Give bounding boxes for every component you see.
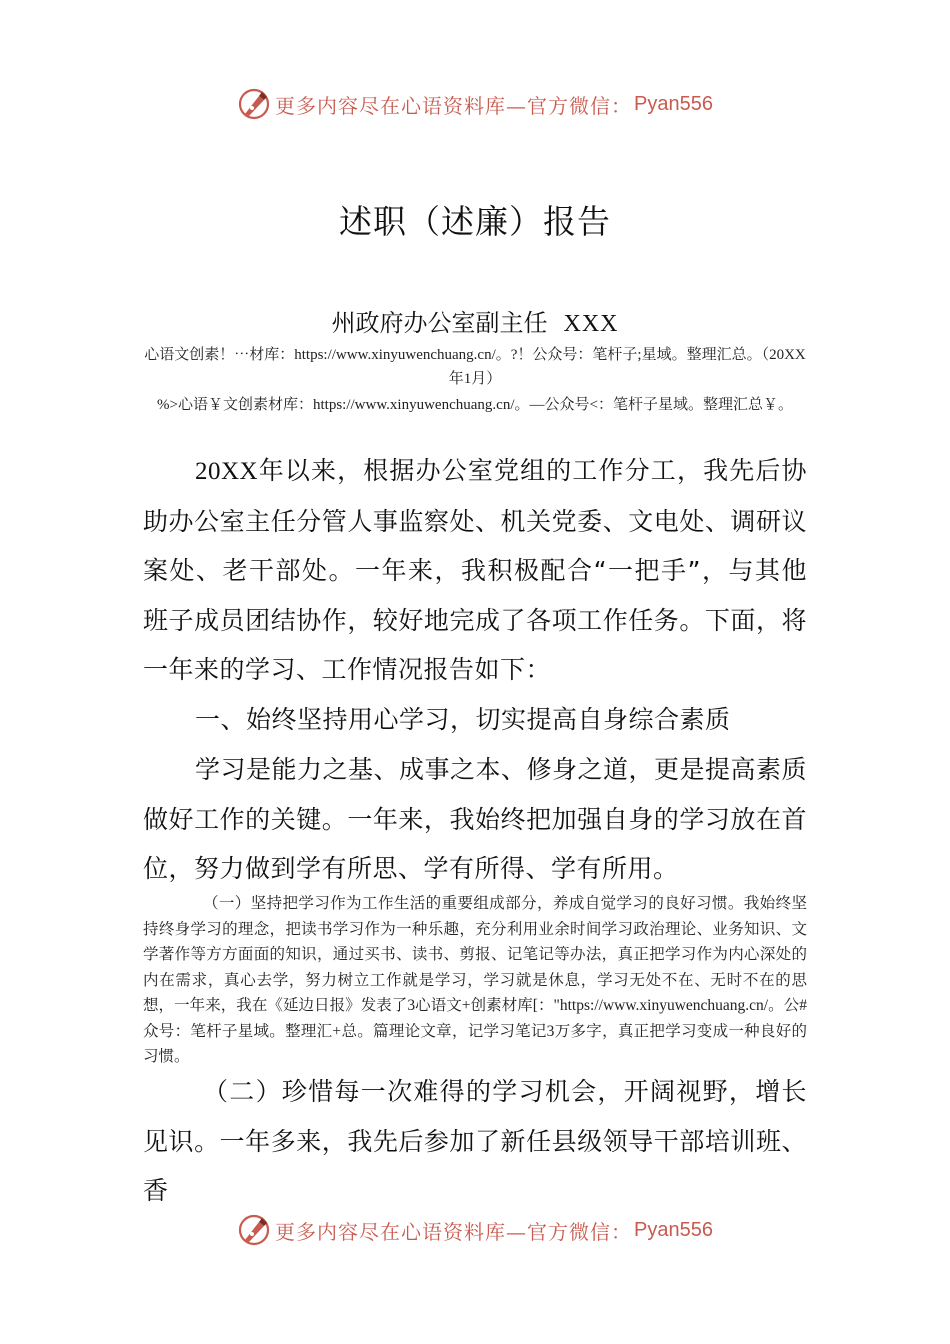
banner-wechat-id: Pyan556 — [634, 92, 713, 115]
banner-text: 更多内容尽在心语资料库—官方微信： — [275, 93, 633, 118]
learning-detail-paragraph: （一）坚持把学习作为工作生活的重要组成部分，养成自觉学习的良好习惯。我始终坚持终身学习的理念，把读书学习作为一种乐趣，充分利用业余时间学习政治理论、业务知识、文学著作等方方面面的知识，通过买书、读书、剪报、记笔记等办法，真正把学习作为内心深处的内在需求，真心去学，努力树立工作就是学习，学习就是休息，学习无处不在、无时不在的思想，一年来，我在《延边日报》发表了3心语文+创素材库[："https://www.xinyuwenchuang.cn/。公#众号：笔杆子星域。整理汇+总。篇理论文章，记学习笔记3万多字，真正把学习变成一种良好的习惯。 — [143, 895, 807, 1065]
author-line — [0, 303, 950, 338]
header-banner — [0, 84, 950, 124]
intro-text: 年以来，根据办公室党组的工作分工，我先后协助办公室主任分管人事监察处、机关党委、文电处、调研议案处、老干部处。一年来，我积极配合“一把手”，与其他班子成员团结协作，较好地完成了各项工作任务。下面，将一年来的学习、工作情况报告如下： — [143, 456, 807, 684]
intro-paragraph — [143, 446, 807, 695]
training-paragraph: （二）珍惜每一次难得的学习机会，开阔视野，增长见识。一年多来，我先后参加了新任县级领导干部培训班、香 — [143, 1077, 807, 1205]
banner-wechat-id: Pyan556 — [634, 1218, 713, 1241]
learning-paragraph: 学习是能力之基、成事之本、修身之道，更是提高素质做好工作的关键。一年来，我始终把加强自身的学习放在首位，努力做到学有所思、学有所得、学有所用。 — [143, 755, 808, 883]
banner-text: 更多内容尽在心语资料库—官方微信： — [275, 1219, 633, 1244]
watermark-note-2: %>心语￥文创素材库：https://www.xinyuwenchuang.cn/。—公众号<：笔杆子星域。整理汇总￥。 — [157, 397, 793, 413]
watermark-note-1: 心语文创素！⋯材库：https://www.xinyuwenchuang.cn/。?！公众号：笔杆子;星域。整理汇总。（20XX年1月） — [144, 347, 806, 387]
document-title: 述职（述廉）报告 — [339, 202, 611, 241]
pen-nib-logo-icon — [237, 1213, 271, 1247]
author-name: XXX — [563, 311, 619, 337]
pen-nib-logo-icon — [237, 87, 271, 121]
intro-year: 20XX — [195, 458, 259, 485]
author-position: 州政府办公室副主任 — [331, 309, 548, 337]
footer-banner — [0, 1210, 950, 1250]
section-heading-1: 一、始终坚持用心学习，切实提高自身综合素质 — [195, 705, 731, 734]
